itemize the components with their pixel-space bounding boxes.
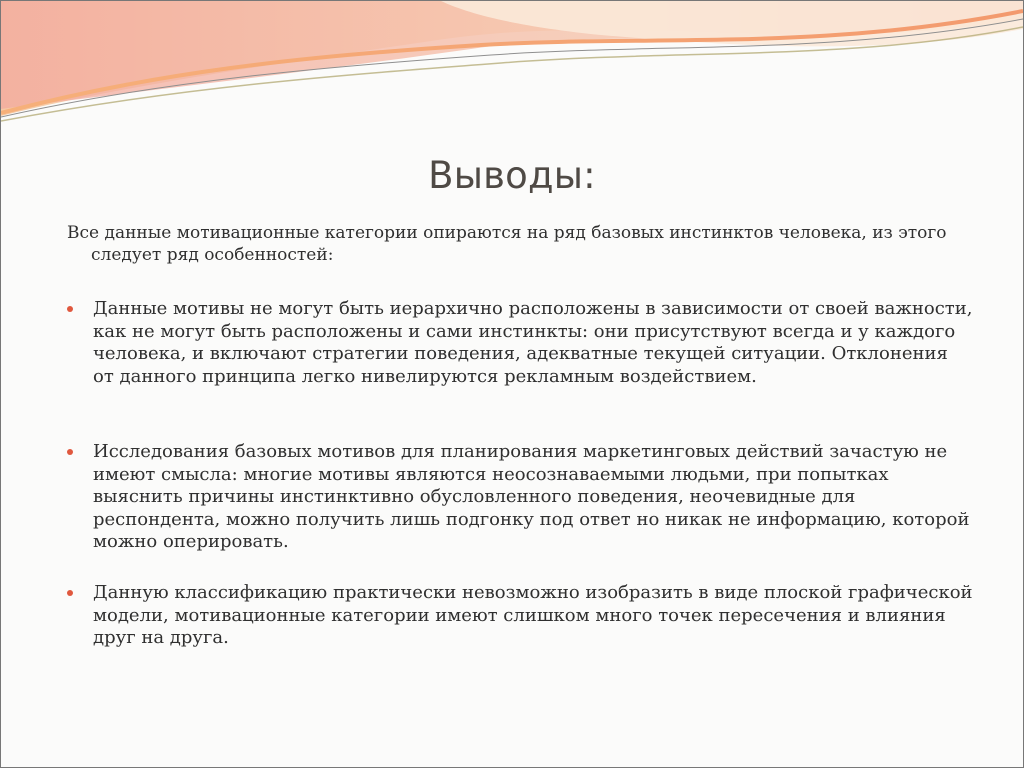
- bullet-text-2: Исследования базовых мотивов для планирования маркетинговых действий зачастую не имеют смысла: многие мотивы являются неосознаваемыми людьми, при попытках выяснить причины инстинктивно обусловленного поведения, неочевидные для респондента, можно получить лишь подгонку под ответ но никак не информацию, которой можно оперировать.: [93, 441, 970, 552]
- slide-title: Выводы:: [428, 154, 596, 197]
- bullet-item-3: [93, 582, 973, 650]
- bullet-dot-icon: [67, 590, 73, 596]
- bullet-dot-icon: [67, 449, 73, 455]
- intro-paragraph: Все данные мотивационные категории опираются на ряд базовых инстинктов человека, из этого следует ряд особенностей:: [67, 223, 947, 265]
- bullet-item-1: [93, 298, 973, 388]
- bullet-item-2: [93, 441, 973, 554]
- bullet-dot-icon: [67, 306, 73, 312]
- bullet-text-1: Данные мотивы не могут быть иерархично расположены в зависимости от своей важности, как не могут быть расположены и сами инстинкты: они присутствуют всегда и у каждого человека, и включают стратегии поведения, адекватные текущей ситуации. Отклонения от данного принципа легко нивелируются рекламным воздействием.: [93, 298, 973, 387]
- bullet-text-3: Данную классификацию практически невозможно изобразить в виде плоской графической модели, мотивационные категории имеют слишком много точек пересечения и влияния друг на друга.: [93, 582, 973, 648]
- decorative-waves: [1, 1, 1023, 141]
